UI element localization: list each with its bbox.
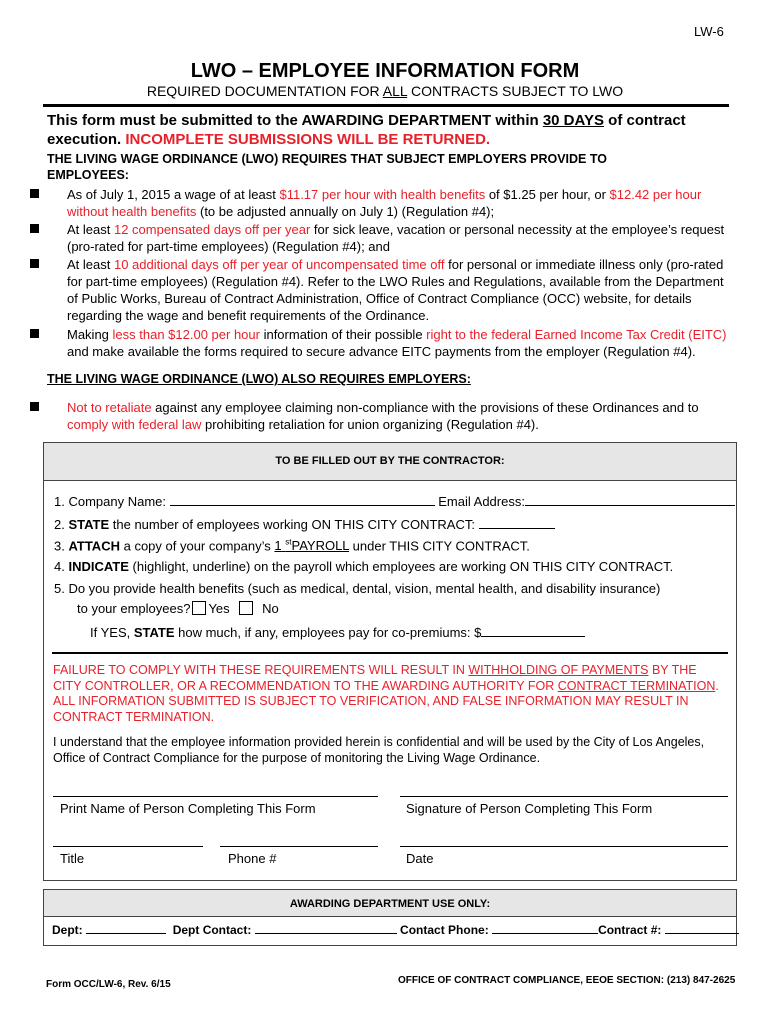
b2-text-a: At least (67, 222, 114, 237)
b3-text-e: regarding the wage and benefit requirements of the Ordinance. (67, 308, 430, 323)
q4-indicate: INDICATE (68, 559, 129, 574)
fail1-pre: FAILURE TO COMPLY WITH THESE REQUIREMENTS WILL RESULT IN (53, 663, 469, 677)
withholding-payments: WITHHOLDING OF PAYMENTS (468, 663, 649, 677)
also-not-retaliate: Not to retaliate (67, 400, 152, 415)
b4-text-a: Making (67, 327, 113, 342)
awarding-fields (52, 923, 739, 937)
co-premium-field[interactable] (481, 636, 585, 637)
q2-number: 2. (54, 517, 69, 532)
q3-text: a copy of your company’s (119, 538, 275, 554)
contract-number-label: Contract #: (598, 923, 662, 937)
also-text-b: prohibiting retaliation for union organizing (Regulation #4). (201, 417, 539, 432)
b3-text-a: At least (67, 257, 114, 272)
submit-part1: This form must be submitted to the AWARDING DEPARTMENT within (47, 112, 543, 129)
subtitle-pre: REQUIRED DOCUMENTATION FOR (146, 83, 383, 99)
awarding-header: AWARDING DEPARTMENT USE ONLY: (289, 898, 491, 910)
b2-text-b: for sick leave, vacation or personal necessity at the employee’s request (310, 222, 725, 237)
title-divider (43, 104, 729, 107)
understand-line2: Office of Contract Compliance for the purpose of monitoring the Living Wage Ordinance. (53, 751, 541, 765)
bullet-marker (30, 402, 39, 411)
requirement-additional-days (67, 256, 724, 324)
q5-if-state: STATE (133, 625, 175, 640)
b4-text-b: information of their possible (259, 327, 427, 342)
signature-label: Signature of Person Completing This Form (406, 801, 653, 816)
b2-text-c: (pro-rated for part-time employees) (Regulation #4); and (67, 239, 390, 254)
q4-text: (highlight, underline) on the payroll which employees are working ON THIS CITY CONTRACT. (128, 559, 674, 574)
dept-contact-label: Dept Contact: (172, 923, 252, 937)
contract-number-field[interactable] (665, 933, 739, 934)
payroll-ordinal: st (285, 538, 292, 547)
no-label: No (262, 601, 279, 616)
payroll-fill (274, 538, 349, 553)
requirements-heading-line1: THE LIVING WAGE ORDINANCE (LWO) REQUIRES THAT SUBJECT EMPLOYERS PROVIDE TO (47, 152, 607, 166)
b1-without-benefits: without health benefits (67, 204, 197, 219)
requirement-wage (67, 186, 701, 220)
footer-form-id: Form OCC/LW-6, Rev. 6/15 (46, 979, 171, 990)
form-code: LW-6 (694, 24, 724, 39)
bullet-marker (30, 259, 39, 268)
also-requires-heading: THE LIVING WAGE ORDINANCE (LWO) ALSO REQUIRES EMPLOYERS: (47, 372, 471, 386)
subtitle-all: ALL (382, 83, 408, 99)
submission-notice (47, 111, 686, 149)
page-title: LWO – EMPLOYEE INFORMATION FORM (190, 60, 580, 82)
q5-if-pre: If YES, (90, 625, 134, 640)
submit-warning: INCOMPLETE SUBMISSIONS WILL BE RETURNED. (125, 131, 491, 148)
b3-text-c: for part-time employees) (Regulation #4). Refer to the LWO Rules and Regulations, available from the Department (67, 274, 724, 289)
q2-state: STATE (68, 517, 110, 532)
q5-if-text: how much, if any, employees pay for co-premiums: $ (174, 625, 482, 640)
q4-number: 4. (54, 559, 69, 574)
failure-warning (53, 663, 719, 725)
submit-part3: execution. (47, 131, 126, 148)
requirements-heading-line2: EMPLOYEES: (47, 168, 129, 182)
q3-row (54, 538, 530, 553)
section-divider (52, 652, 728, 654)
b1-text-a: As of July 1, 2015 a wage of at least (67, 187, 280, 202)
q4-row (54, 559, 673, 574)
print-name-line[interactable] (53, 796, 378, 797)
b2-compensated-days: 12 compensated days off per year (113, 222, 311, 237)
q2-row (54, 517, 555, 532)
also-federal-law: comply with federal law (67, 417, 202, 432)
company-name-field[interactable] (170, 505, 435, 506)
contact-phone-field[interactable] (492, 933, 598, 934)
fail2-pre: CITY CONTROLLER, OR A RECOMMENDATION TO THE AWARDING AUTHORITY FOR (53, 678, 558, 693)
b4-wage-threshold: less than $12.00 per hour (112, 327, 260, 342)
bullet-marker (30, 329, 39, 338)
dept-label: Dept: (52, 923, 83, 937)
payroll-word: PAYROLL (291, 538, 350, 554)
b1-text-c: (to be adjusted annually on July 1) (Regulation #4); (196, 204, 495, 219)
q5-line1: 5. Do you provide health benefits (such as medical, dental, vision, mental health, and disability insurance) (54, 581, 661, 596)
email-field[interactable] (525, 505, 735, 506)
q3-after: under THIS CITY CONTRACT. (349, 538, 530, 554)
q5-question: to your employees? (77, 601, 191, 616)
employee-count-field[interactable] (479, 528, 555, 529)
b3-text-d: of Public Works, Bureau of Contract Administration, Office of Contract Compliance (OCC) website, for details (67, 291, 692, 306)
print-name-label: Print Name of Person Completing This Form (60, 801, 316, 816)
b3-text-b: for personal or immediate illness only (pro-rated (444, 257, 724, 272)
q5-line2 (77, 601, 279, 616)
phone-line[interactable] (220, 846, 378, 847)
fail3: ALL INFORMATION SUBMITTED IS SUBJECT TO VERIFICATION, AND FALSE INFORMATION MAY RESULT IN (53, 694, 689, 708)
requirement-no-retaliation (67, 399, 699, 433)
dept-field[interactable] (86, 933, 166, 934)
submit-days: 30 DAYS (542, 112, 604, 129)
fail1-post: BY THE (648, 663, 697, 677)
footer-office: OFFICE OF CONTRACT COMPLIANCE, EEOE SECTION: (213) 847-2625 (398, 975, 736, 986)
requirement-eitc (67, 326, 727, 360)
q5-if-yes (90, 625, 585, 640)
page-subtitle (0, 83, 770, 99)
bullet-marker (30, 189, 39, 198)
email-label: Email Address: (438, 494, 525, 509)
b1-wage-with-benefits: $11.17 per hour with health benefits (279, 187, 486, 202)
q2-text: the number of employees working ON THIS CITY CONTRACT: (109, 517, 475, 532)
b3-additional-days: 10 additional days off per year of uncompensated time off (113, 257, 445, 272)
requirement-compensated-days (67, 221, 724, 255)
fail2-post: . (715, 678, 719, 693)
b1-text-b: of $1.25 per hour, or (485, 187, 610, 202)
q3-attach: ATTACH (68, 538, 120, 554)
submit-part2: of contract (603, 112, 686, 129)
yes-checkbox[interactable] (192, 601, 206, 615)
company-name-label: 1. Company Name: (54, 494, 166, 509)
dept-contact-field[interactable] (255, 933, 397, 934)
q3-number: 3. (54, 538, 69, 554)
understand-line1: I understand that the employee information provided herein is confidential and will be used by the City of Los Angeles, (53, 735, 705, 749)
contact-phone-label: Contact Phone: (400, 923, 489, 937)
subtitle-post: CONTRACTS SUBJECT TO LWO (407, 83, 624, 99)
title-label: Title (60, 851, 85, 866)
q1-row (54, 494, 735, 509)
also-text-a: against any employee claiming non-compliance with the provisions of these Ordinances and to (151, 400, 699, 415)
phone-label: Phone # (228, 851, 277, 866)
requirements-heading (47, 151, 607, 183)
confidentiality-statement (53, 734, 704, 766)
b4-eitc-right: right to the federal Earned Income Tax Credit (EITC) (426, 327, 727, 342)
title-line[interactable] (53, 846, 203, 847)
date-label: Date (406, 851, 434, 866)
contractor-header: TO BE FILLED OUT BY THE CONTRACTOR: (275, 455, 505, 467)
fail4: CONTRACT TERMINATION. (53, 709, 215, 724)
b1-wage-without: $12.42 per hour (609, 187, 702, 202)
yes-label: Yes (208, 601, 230, 616)
no-checkbox[interactable] (239, 601, 253, 615)
b4-text-c: and make available the forms required to secure advance EITC payments from the employer (Regulation #4). (67, 344, 696, 359)
bullet-marker (30, 224, 39, 233)
contract-termination: CONTRACT TERMINATION (557, 678, 716, 693)
date-line[interactable] (400, 846, 728, 847)
payroll-number: 1 (274, 538, 282, 554)
signature-line[interactable] (400, 796, 728, 797)
